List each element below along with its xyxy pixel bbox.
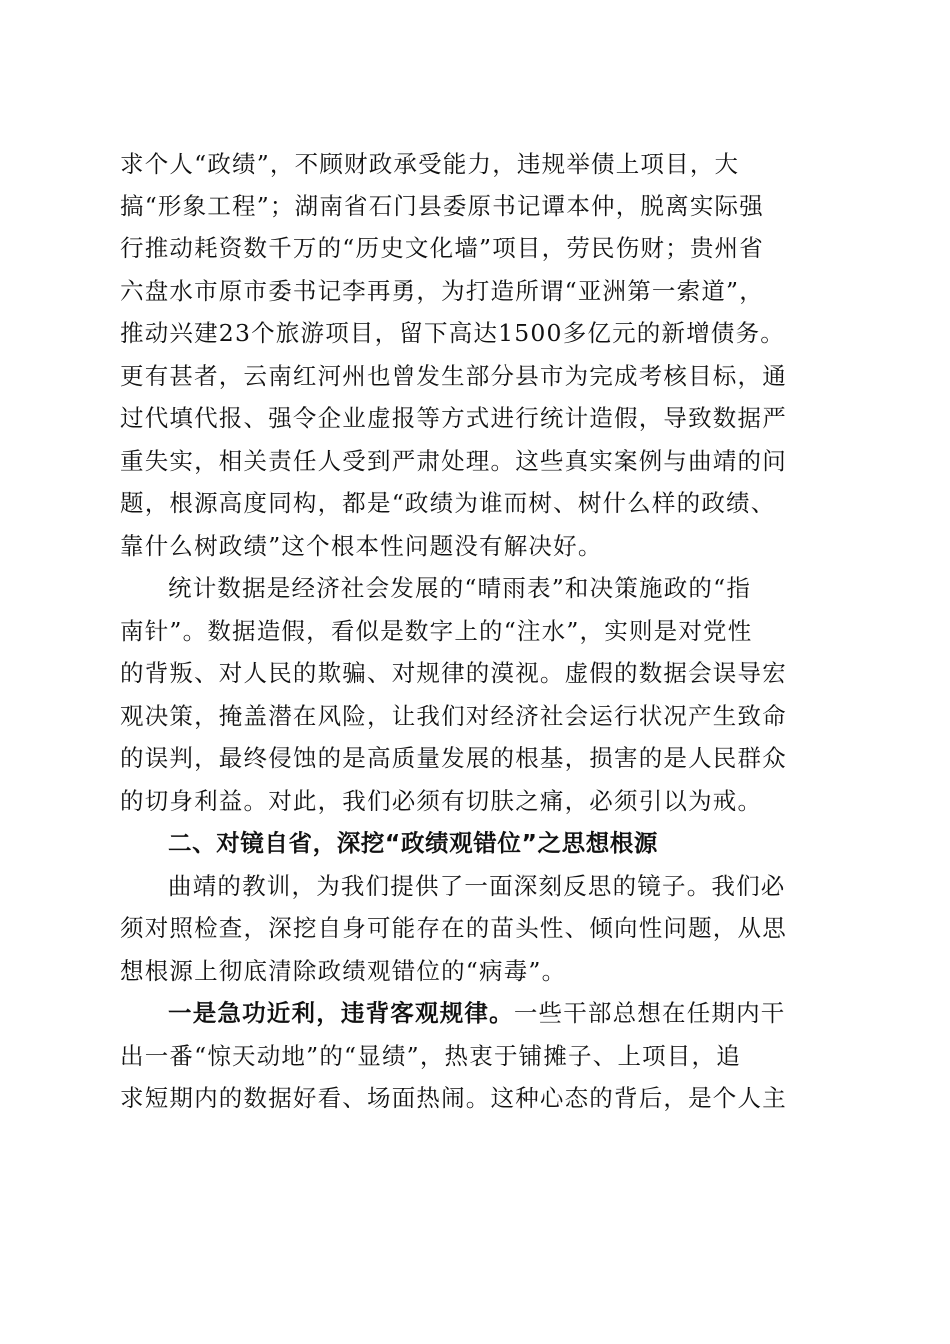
paragraph-line: 更有甚者，云南红河州也曾发生部分县市为完成考核目标，通 [120, 362, 787, 390]
paragraph-line: 六盘水市原市委书记李再勇，为打造所谓“亚洲第一索道”， [120, 277, 764, 305]
paragraph-line: 曲靖的教训，为我们提供了一面深刻反思的镜子。我们必 [168, 872, 786, 900]
paragraph-line: 观决策，掩盖潜在风险，让我们对经济社会运行状况产生致命 [120, 702, 787, 730]
paragraph-line: 过代填代报、强令企业虚报等方式进行统计造假，导致数据严 [120, 404, 787, 432]
paragraph-line: 统计数据是经济社会发展的“晴雨表”和决策施政的“指 [168, 574, 752, 602]
paragraph-line: 出一番“惊天动地”的“显绩”，热衷于铺摊子、上项目，追 [120, 1042, 741, 1070]
paragraph-line [168, 993, 950, 1033]
paragraph-line: 求短期内的数据好看、场面热闹。这种心态的背后，是个人主 [120, 1084, 787, 1112]
section-heading: 二、对镜自省，深挖“政绩观错位”之思想根源 [168, 829, 658, 857]
paragraph-line: 推动兴建23个旅游项目，留下高达1500多亿元的新增债务。 [120, 319, 786, 347]
point-text: 一些干部总想在任期内干 [513, 999, 786, 1027]
paragraph-line: 题，根源高度同构，都是“政绩为谁而树、树什么样的政绩、 [120, 489, 776, 517]
paragraph-line: 行推动耗资数千万的“历史文化墙”项目，劳民伤财；贵州省 [120, 234, 764, 262]
paragraph-line: 的背叛、对人民的欺骗、对规律的漠视。虚假的数据会误导宏 [120, 659, 787, 687]
paragraph-line: 南针”。数据造假，看似是数字上的“注水”，实则是对党性 [120, 617, 753, 645]
paragraph-line: 想根源上彻底清除政绩观错位的“病毒”。 [120, 957, 567, 985]
paragraph-line: 的切身利益。对此，我们必须有切肤之痛，必须引以为戒。 [120, 787, 763, 815]
paragraph-line: 靠什么树政绩”这个根本性问题没有解决好。 [120, 532, 603, 560]
paragraph-line: 求个人“政绩”，不顾财政承受能力，违规举债上项目，大 [120, 150, 740, 178]
paragraph-line: 重失实，相关责任人受到严肃处理。这些真实案例与曲靖的问 [120, 447, 787, 475]
paragraph-line: 的误判，最终侵蚀的是高质量发展的根基，损害的是人民群众 [120, 744, 787, 772]
paragraph-line: 搞“形象工程”；湖南省石门县委原书记谭本仲，脱离实际强 [120, 192, 764, 220]
paragraph-line: 须对照检查，深挖自身可能存在的苗头性、倾向性问题，从思 [120, 914, 787, 942]
point-lead: 一是急功近利，违背客观规律。 [168, 999, 514, 1027]
